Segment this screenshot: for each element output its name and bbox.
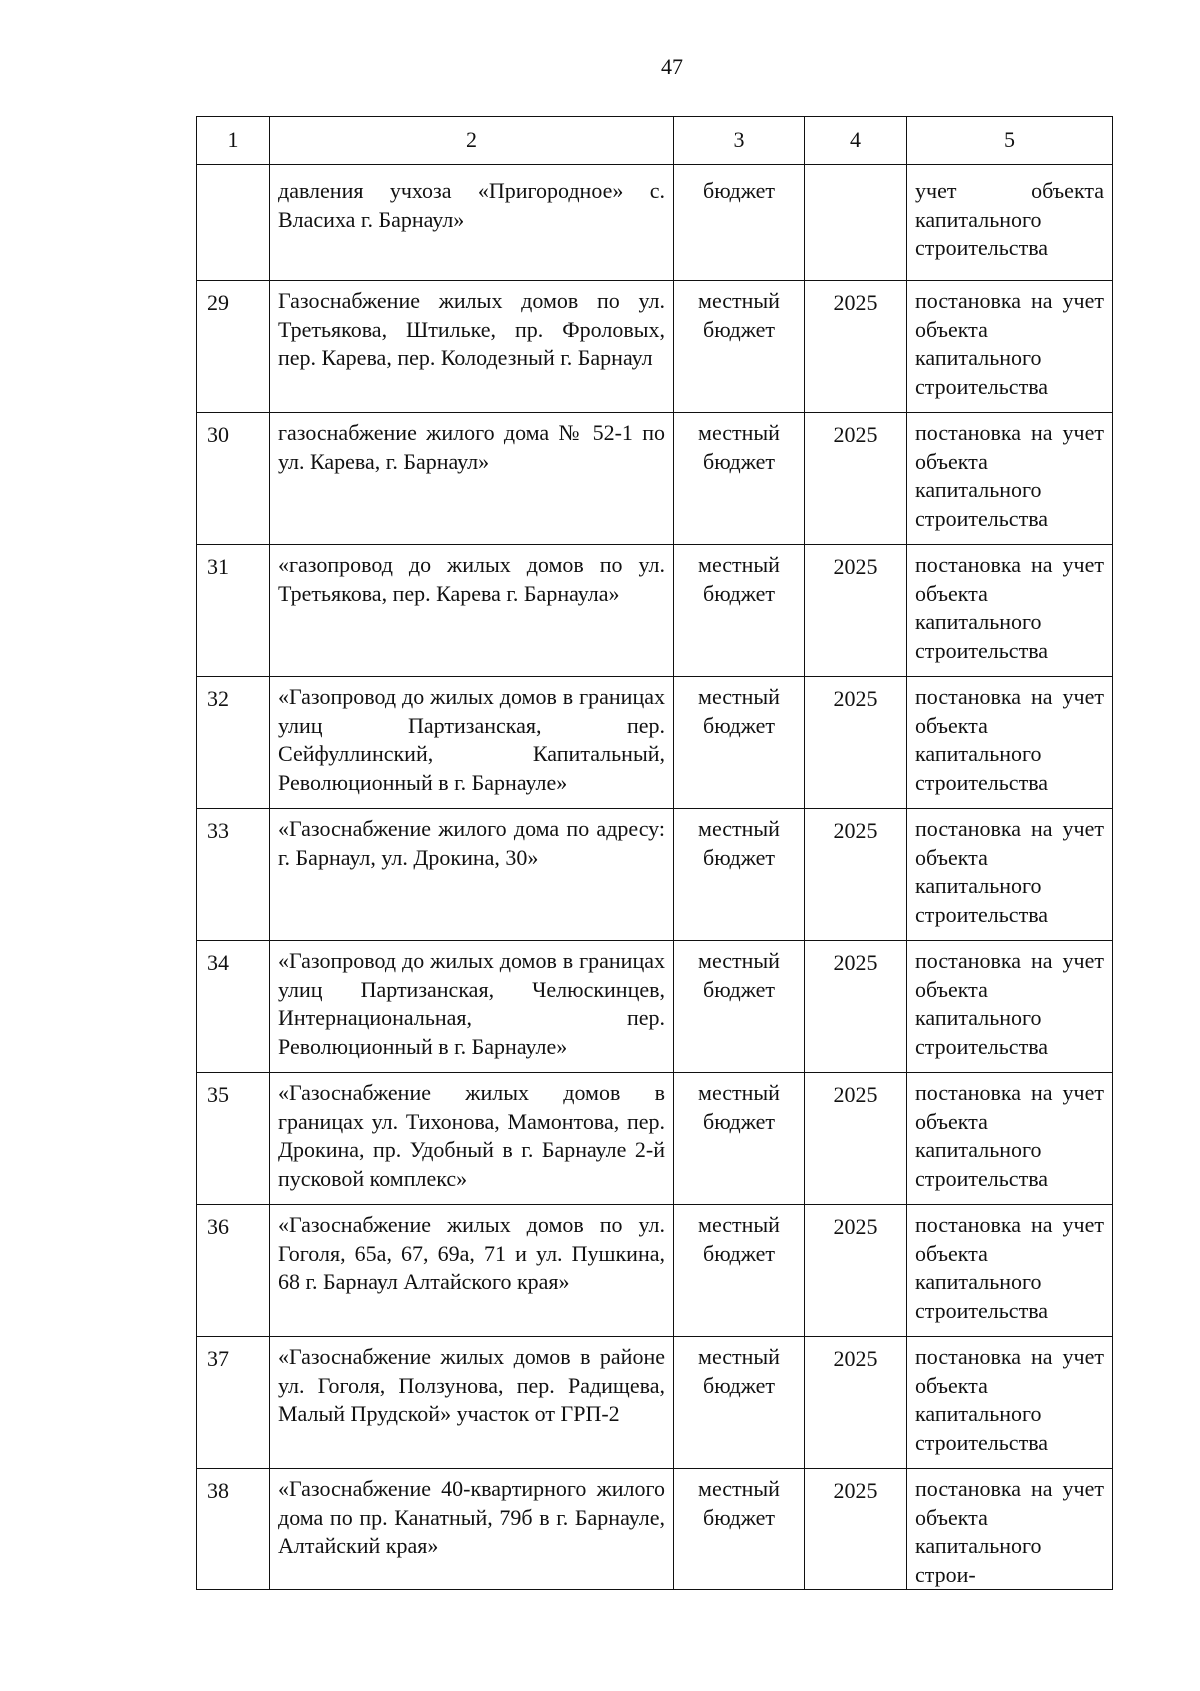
object-name: Газоснабжение жилых домов по ул. Третьякова, Штильке, пр. Фроловых, пер. Карева, пер. Колодезный г. Барнаул [270,281,674,413]
note: постановка на учет объекта капитального строи- [907,1469,1113,1590]
year: 2025 [805,281,907,413]
row-number: 35 [197,1073,270,1205]
table-row [197,1469,1113,1590]
year: 2025 [805,1337,907,1469]
table-row [197,165,1113,281]
table-body [197,165,1113,1590]
table-row [197,545,1113,677]
note: постановка на учет объекта капитального строительства [907,1337,1113,1469]
row-number: 37 [197,1337,270,1469]
program-table [196,116,1113,1590]
table-row [197,1205,1113,1337]
page-number: 47 [661,54,683,79]
note: постановка на учет объекта капитального строительства [907,1073,1113,1205]
year: 2025 [805,809,907,941]
header-row [197,117,1113,165]
funding-source: местный бюджет [674,1073,805,1205]
row-number: 36 [197,1205,270,1337]
row-number: 33 [197,809,270,941]
row-number: 34 [197,941,270,1073]
funding-source: местный бюджет [674,1337,805,1469]
note: постановка на учет объекта капитального строительства [907,281,1113,413]
object-name: давления учхоза «Пригородное» с. Власиха г. Барнаул» [270,165,674,281]
column-header-3: 3 [674,117,805,165]
funding-source: местный бюджет [674,545,805,677]
note: постановка на учет объекта капитального строительства [907,677,1113,809]
funding-source: местный бюджет [674,281,805,413]
object-name: «газопровод до жилых домов по ул. Третьякова, пер. Карева г. Барнаула» [270,545,674,677]
table-row [197,281,1113,413]
note: постановка на учет объекта капитального строительства [907,809,1113,941]
table-row [197,809,1113,941]
table-row [197,1337,1113,1469]
column-header-5: 5 [907,117,1113,165]
year: 2025 [805,1469,907,1590]
funding-source: местный бюджет [674,1469,805,1590]
table-row [197,677,1113,809]
year [805,165,907,281]
year: 2025 [805,677,907,809]
table-row [197,1073,1113,1205]
note: постановка на учет объекта капитального строительства [907,545,1113,677]
object-name: «Газоснабжение жилых домов в районе ул. Гоголя, Ползунова, пер. Радищева, Малый Прудской» участок от ГРП-2 [270,1337,674,1469]
year: 2025 [805,545,907,677]
funding-source: местный бюджет [674,677,805,809]
note: постановка на учет объекта капитального строительства [907,941,1113,1073]
row-number [197,165,270,281]
column-header-4: 4 [805,117,907,165]
object-name: «Газоснабжение жилых домов в границах ул. Тихонова, Мамонтова, пер. Дрокина, пр. Удобный в г. Барнауле 2-й пусковой комплекс» [270,1073,674,1205]
year: 2025 [805,1205,907,1337]
table-row [197,941,1113,1073]
object-name: «Газопровод до жилых домов в границах улиц Партизанская, пер. Сейфуллинский, Капитальный, Революционный в г. Барнауле» [270,677,674,809]
year: 2025 [805,941,907,1073]
note: учет объекта капитального строительства [907,165,1113,281]
funding-source: местный бюджет [674,809,805,941]
row-number: 38 [197,1469,270,1590]
object-name: «Газоснабжение 40-квартирного жилого дома по пр. Канатный, 79б в г. Барнауле, Алтайский края» [270,1469,674,1590]
object-name: «Газоснабжение жилого дома по адресу: г. Барнаул, ул. Дрокина, 30» [270,809,674,941]
note: постановка на учет объекта капитального строительства [907,1205,1113,1337]
row-number: 29 [197,281,270,413]
table-row [197,413,1113,545]
funding-source: местный бюджет [674,1205,805,1337]
row-number: 32 [197,677,270,809]
funding-source: бюджет [674,165,805,281]
object-name: «Газоснабжение жилых домов по ул. Гоголя, 65а, 67, 69а, 71 и ул. Пушкина, 68 г. Барнаул Алтайского края» [270,1205,674,1337]
column-header-1: 1 [197,117,270,165]
object-name: «Газопровод до жилых домов в границах улиц Партизанская, Челюскинцев, Интернациональная, пер. Революционный в г. Барнауле» [270,941,674,1073]
row-number: 31 [197,545,270,677]
funding-source: местный бюджет [674,413,805,545]
column-header-2: 2 [270,117,674,165]
object-name: газоснабжение жилого дома № 52-1 по ул. Карева, г. Барнаул» [270,413,674,545]
note: постановка на учет объекта капитального строительства [907,413,1113,545]
year: 2025 [805,1073,907,1205]
row-number: 30 [197,413,270,545]
year: 2025 [805,413,907,545]
funding-source: местный бюджет [674,941,805,1073]
